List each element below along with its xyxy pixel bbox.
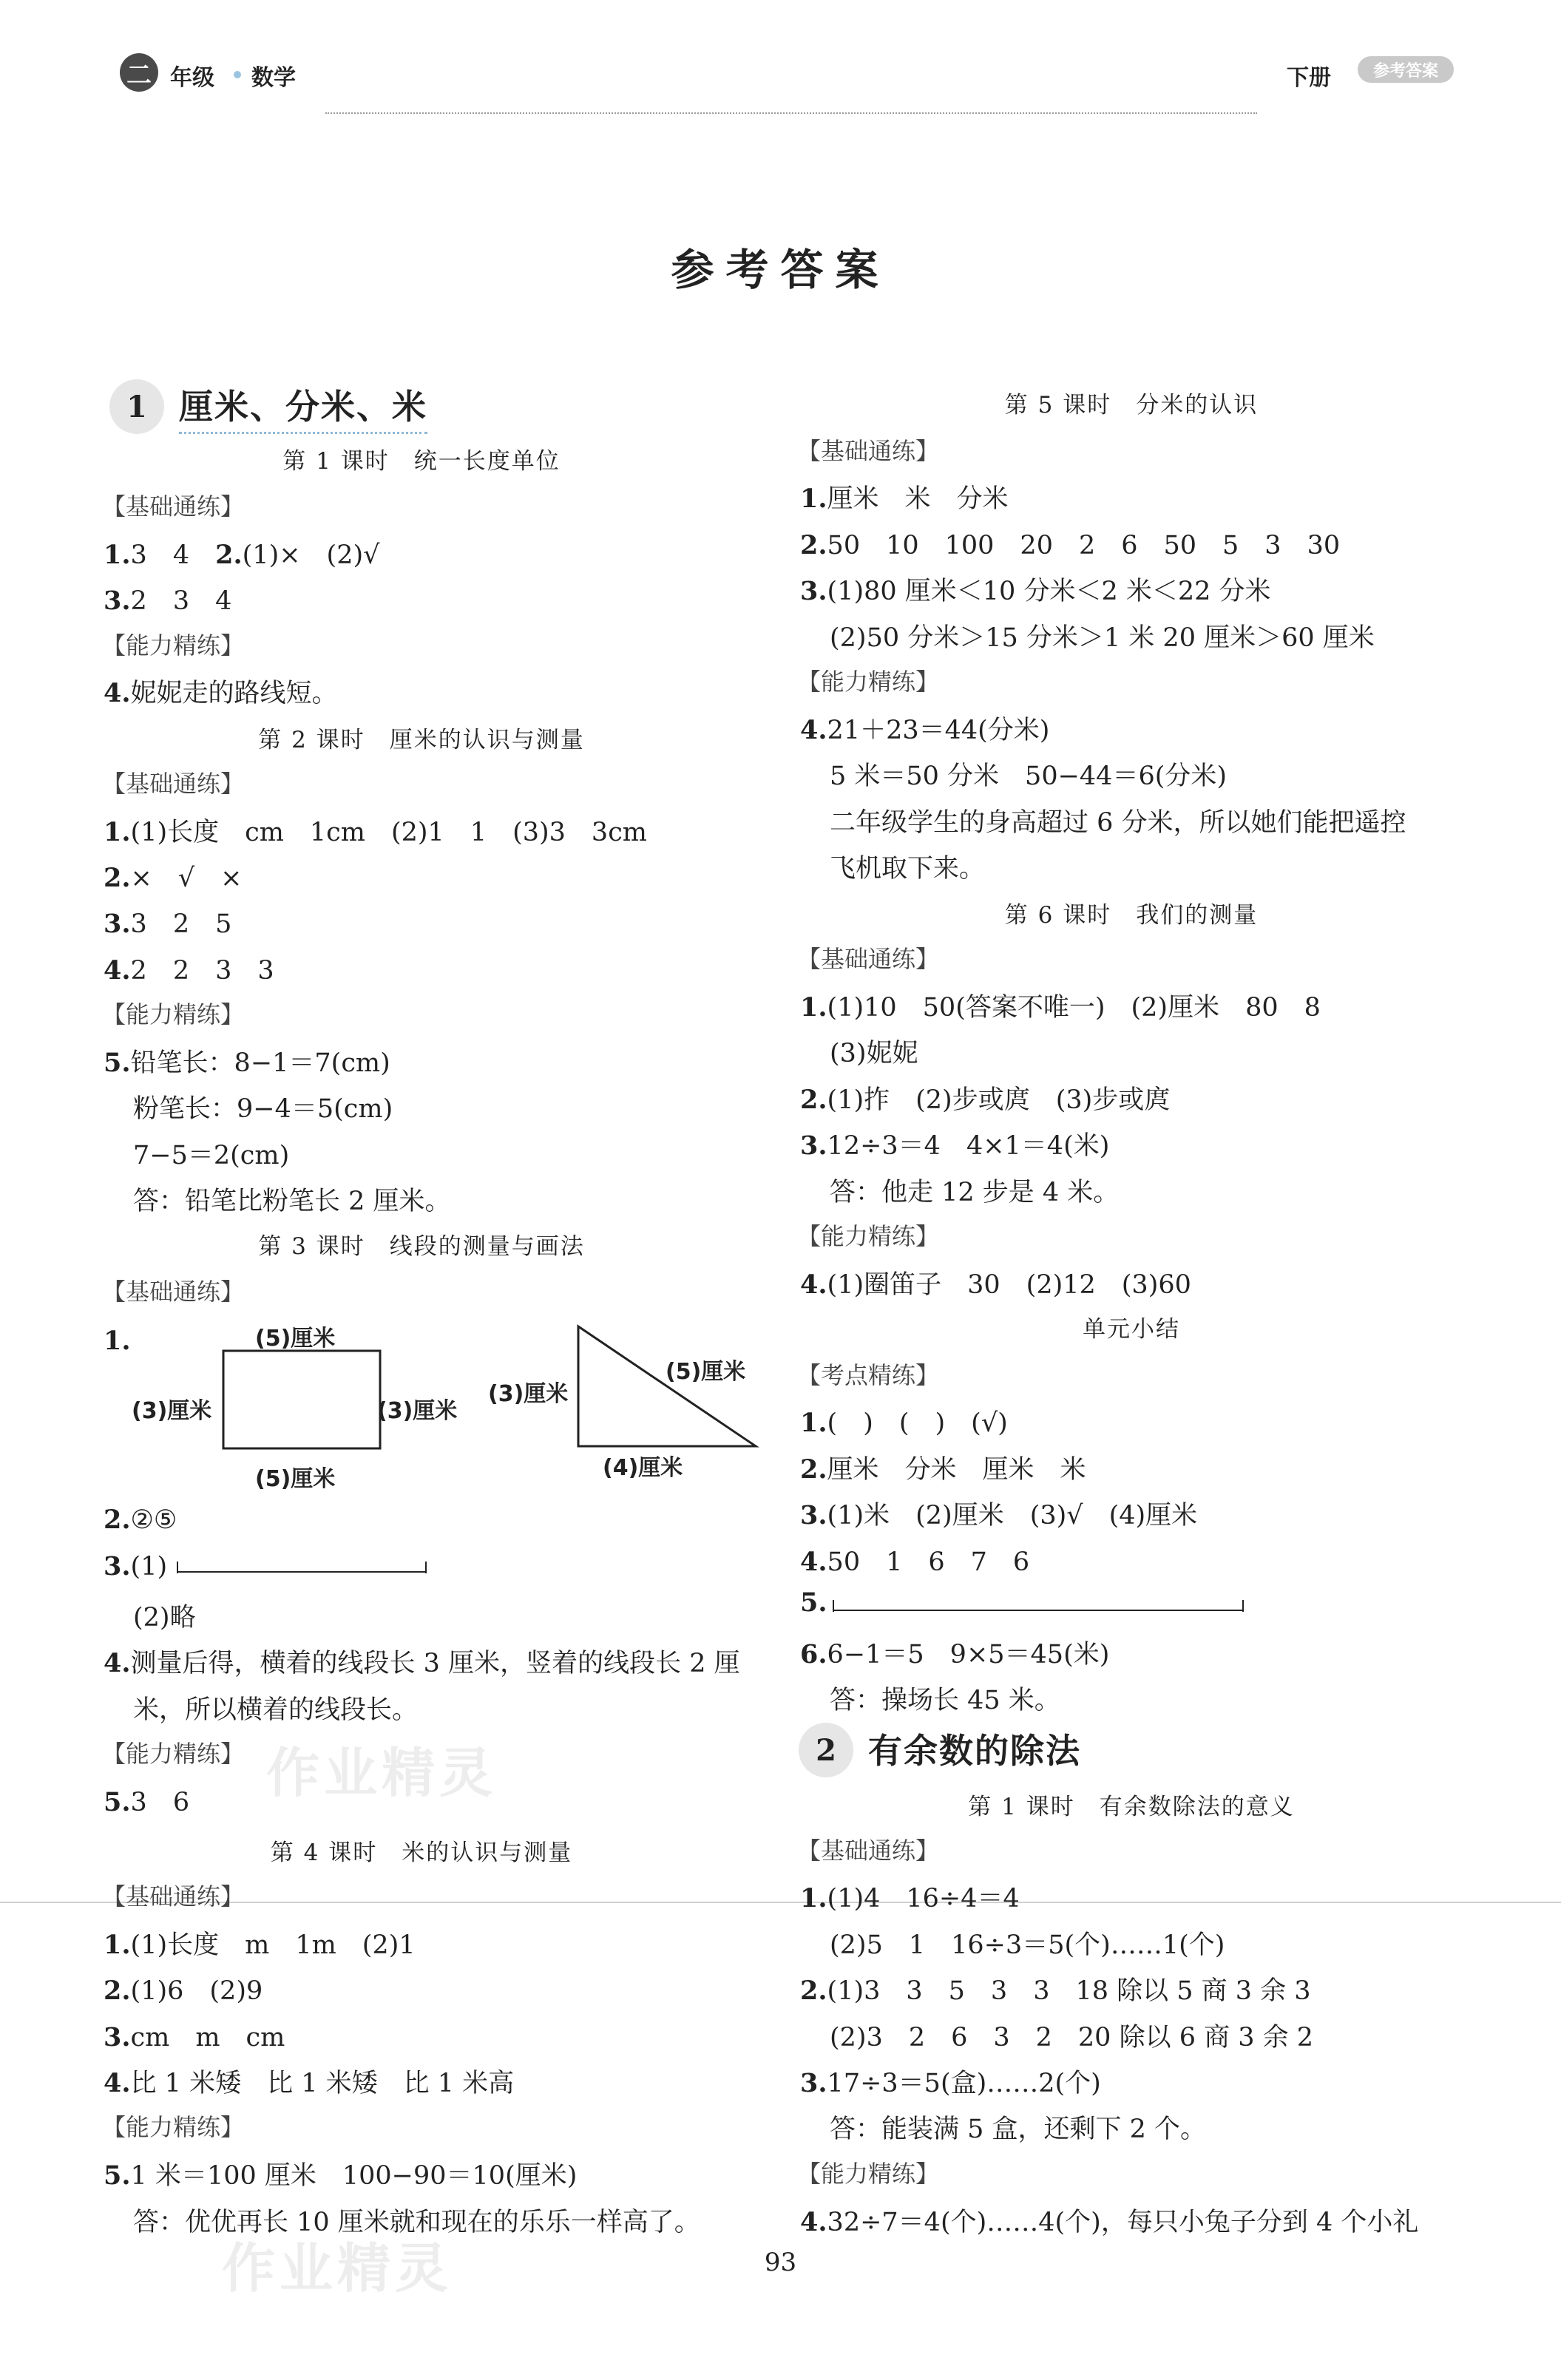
page-title: 参考答案 [671,245,890,295]
answer-line: 4.2 2 3 3 [104,955,274,986]
answer-line: 4.32÷7＝4(个)……4(个)，每只小兔子分到 4 个小礼 [800,2207,1419,2237]
answer-line: 4.(1)圈笛子 30 (2)12 (3)60 [800,1269,1191,1300]
answer-line: 4.测量后得，横着的线段长 3 厘米，竖着的线段长 2 厘 [104,1648,740,1678]
unit-number: 2 [799,1723,853,1777]
answer-line: 2.(1)3 3 5 3 3 18 除以 5 商 3 余 3 [800,1976,1311,2006]
section-label: 【基础通练】 [797,437,940,465]
answer-line: (2)5 1 16÷3＝5(个)……1(个) [830,1930,1225,1960]
lesson-title: 第 6 课时 我们的测量 [1004,902,1259,929]
unit-title: 厘米、分米、米 [179,380,427,434]
section-label: 【能力精练】 [102,1000,245,1028]
rect-left-label: (3)厘米 [132,1398,212,1424]
answer-tag: 参考答案 [1358,56,1454,83]
watermark: 作业精灵 [266,1742,498,1804]
answer-line: 2.× √ × [104,863,243,893]
section-label: 【能力精练】 [797,1222,940,1250]
unit-title: 有余数的除法 [868,1731,1081,1771]
section-label: 【基础通练】 [102,492,245,521]
answer-line: 1.3 4 2.(1)× (2)√ [104,540,380,570]
answer-line: 飞机取下来。 [830,854,986,884]
answer-line: 4.妮妮走的路线短。 [104,678,338,708]
answer-line: 1.厘米 米 分米 [800,484,1009,514]
answer-line: 7−5＝2(cm) [133,1141,290,1170]
answer-line: 5 米＝50 分米 50−44＝6(分米) [830,762,1228,791]
answer-line: (2)3 2 6 3 2 20 除以 6 商 3 余 2 [830,2023,1314,2052]
section-label: 【能力精练】 [797,2160,940,2188]
subject-label: 数学 [251,65,296,91]
answer-line: 1.(1)长度 cm 1cm (2)1 1 (3)3 3cm [104,817,647,847]
section-label: 【考点精练】 [797,1361,940,1389]
header-dot [234,71,241,78]
lesson-title: 第 1 课时 统一长度单位 [282,448,561,475]
rect-top-label: (5)厘米 [255,1326,336,1352]
answer-line: 3.(1) [104,1551,168,1581]
answer-line: 5.3 6 [104,1787,190,1817]
answer-line: 答：操场长 45 米。 [830,1686,1060,1715]
watermark-bottom: 作业精灵 [222,2237,453,2299]
answer-line: 答：优优再长 10 厘米就和现在的乐乐一样高了。 [133,2208,700,2237]
answer-line: (3)妮妮 [830,1039,918,1068]
section-label: 【能力精练】 [102,2113,245,2141]
lesson-title: 第 4 课时 米的认识与测量 [270,1840,573,1866]
answer-line: 5.1 米＝100 厘米 100−90＝10(厘米) [104,2160,578,2191]
answer-line: 3.2 3 4 [104,586,232,616]
rect-bottom-label: (5)厘米 [255,1466,336,1492]
section-label: 【基础通练】 [102,1882,245,1911]
triangle-figure [575,1323,760,1449]
volume-label: 下册 [1287,65,1331,91]
line-segment-drawing [176,1553,429,1575]
answer-line: 4.21＋23＝44(分米) [800,715,1050,745]
answer-line: 米，所以横着的线段长。 [133,1695,419,1725]
unit-1-heading [109,379,427,434]
section-label: 【基础通练】 [797,945,940,973]
answer-line: 1.(1)10 50(答案不唯一) (2)厘米 80 8 [800,992,1321,1023]
answer-line: 2.(1)6 (2)9 [104,1976,263,2006]
answer-line: 答：能装满 5 盒，还剩下 2 个。 [830,2115,1207,2144]
answer-line: 4.比 1 米矮 比 1 米矮 比 1 米高 [104,2068,515,2098]
answer-line: 2.厘米 分米 厘米 米 [800,1454,1086,1485]
lesson-title: 第 2 课时 厘米的认识与测量 [258,727,585,753]
section-label: 【基础通练】 [102,770,245,798]
answer-line: (2)略 [133,1603,196,1633]
section-label: 【能力精练】 [102,1740,245,1768]
lesson-title: 单元小结 [1083,1316,1180,1343]
answer-line: 3.12÷3＝4 4×1＝4(米) [800,1130,1110,1161]
answer-line: 2.(1)拃 (2)步或庹 (3)步或庹 [800,1085,1171,1115]
answer-line: 2.50 10 100 20 2 6 50 5 3 30 [800,530,1341,560]
section-label: 【基础通练】 [102,1278,245,1306]
answer-line: 1.( ) ( ) (√) [800,1408,1008,1438]
answer-line: 3.(1)米 (2)厘米 (3)√ (4)厘米 [800,1500,1198,1530]
triangle-left-label: (3)厘米 [488,1381,569,1407]
section-label: 【基础通练】 [797,1837,940,1865]
answer-line: 答：他走 12 步是 4 米。 [830,1178,1120,1207]
answer-line: 3.17÷3＝5(盒)……2(个) [800,2068,1101,2098]
lesson-title: 第 3 课时 线段的测量与画法 [258,1233,585,1260]
answer-line: 5. [800,1587,827,1618]
answer-line: 1.(1)4 16÷4＝4 [800,1883,1020,1913]
answer-line: 3.cm m cm [104,2022,285,2052]
unit-2-heading [799,1723,1081,1777]
answer-line: 2.②⑤ [104,1505,177,1535]
answer-line: 3.3 2 5 [104,909,232,939]
answer-line: 1. [104,1326,131,1356]
line-segment-drawing [832,1591,1246,1613]
grade-badge: 二 [120,53,158,92]
answer-line: 答：铅笔比粉笔长 2 厘米。 [133,1187,451,1216]
answer-line: 3.(1)80 厘米＜10 分米＜2 米＜22 分米 [800,576,1271,606]
grade-label: 年级 [170,65,214,91]
page-number: 93 [764,2248,797,2277]
rectangle-figure [222,1349,385,1453]
triangle-bottom-label: (4)厘米 [603,1455,683,1481]
header-rule-left [325,112,1257,114]
lesson-title: 第 1 课时 有余数除法的意义 [968,1794,1295,1820]
triangle-hyp-label: (5)厘米 [666,1359,746,1385]
answer-line: 粉笔长：9−4＝5(cm) [133,1094,393,1124]
answer-line: 4.50 1 6 7 6 [800,1547,1030,1577]
unit-number: 1 [109,379,164,434]
section-label: 【能力精练】 [102,631,245,660]
answer-line: 二年级学生的身高超过 6 分米，所以她们能把遥控 [830,808,1406,838]
rect-right-label: (3)厘米 [377,1398,458,1424]
answer-line: 5.铅笔长：8−1＝7(cm) [104,1048,390,1078]
lesson-title: 第 5 课时 分米的认识 [1004,392,1259,418]
answer-line: 1.(1)长度 m 1m (2)1 [104,1930,416,1960]
answer-line: (2)50 分米＞15 分米＞1 米 20 厘米＞60 厘米 [830,623,1375,653]
section-label: 【能力精练】 [797,668,940,696]
answer-line: 6.6−1＝5 9×5＝45(米) [800,1639,1110,1669]
